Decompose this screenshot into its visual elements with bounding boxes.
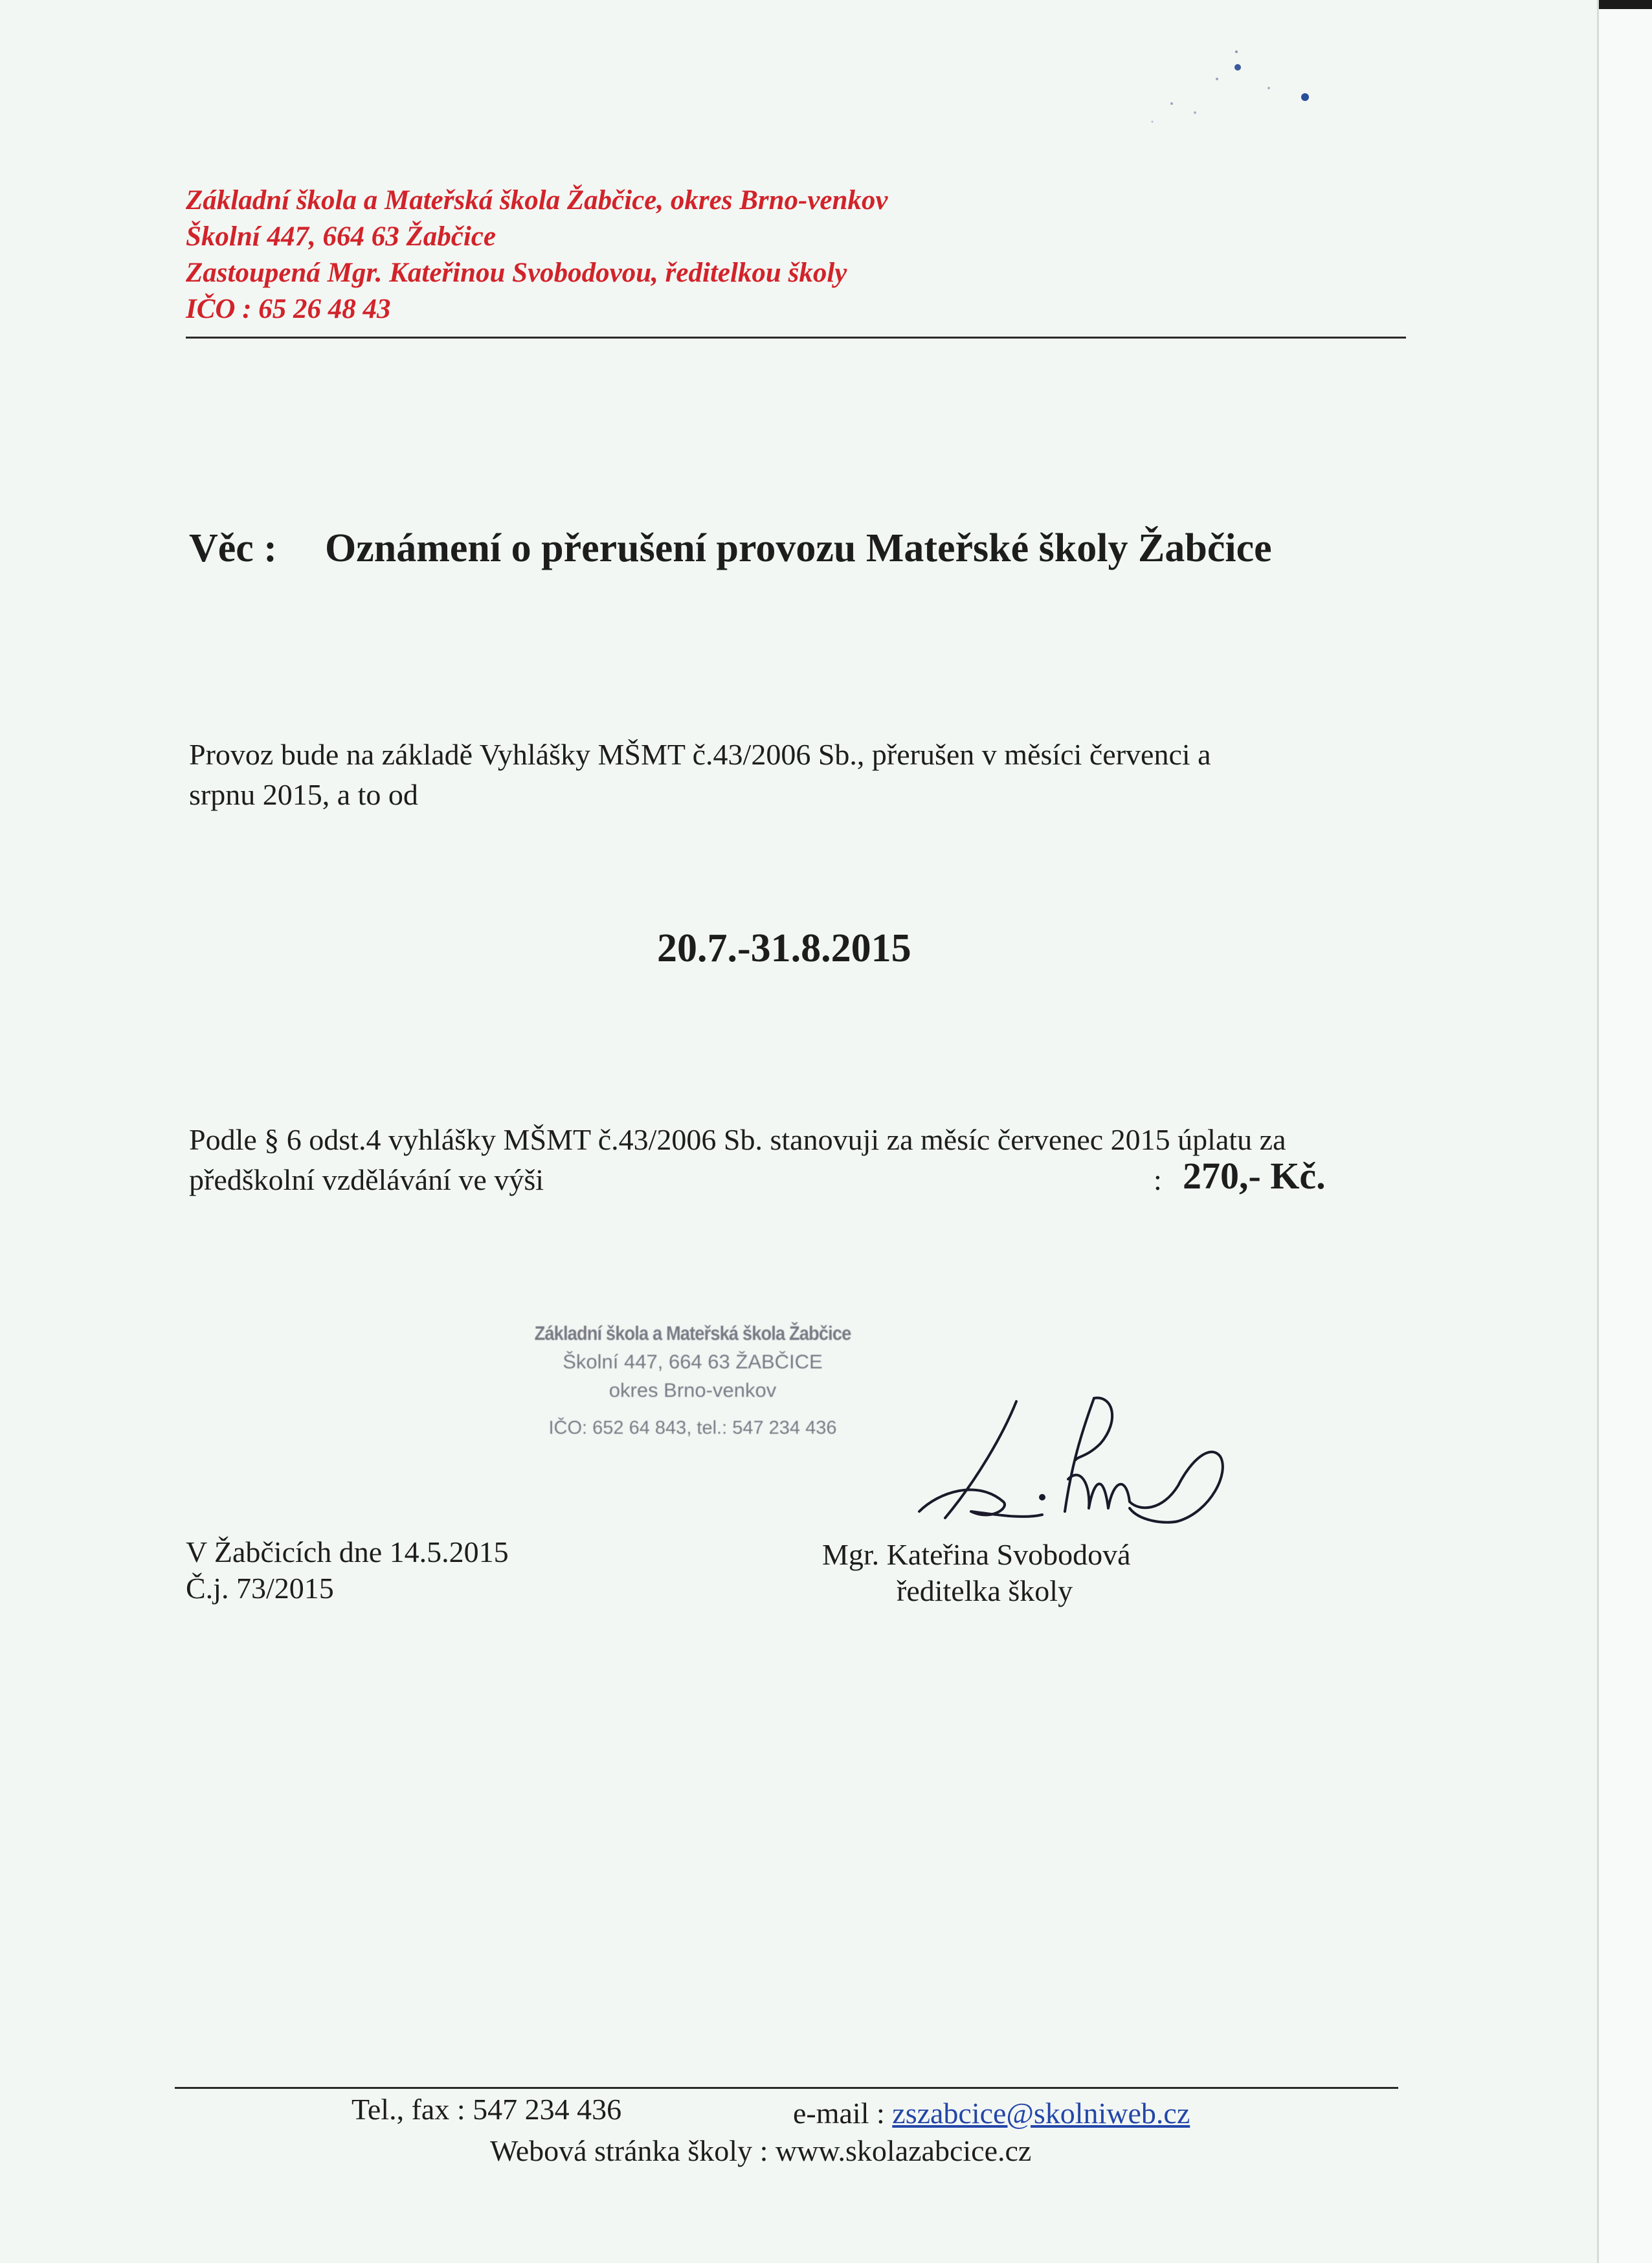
letterhead-divider bbox=[186, 337, 1406, 339]
signatory-role: ředitelka školy bbox=[897, 1574, 1073, 1607]
footer-divider bbox=[175, 2087, 1398, 2089]
letterhead-address: Školní 447, 664 63 Žabčice bbox=[186, 221, 496, 252]
footer-email bbox=[793, 2096, 1190, 2130]
letterhead bbox=[186, 183, 1403, 328]
stamp-line-4: IČO: 652 64 843, tel.: 547 234 436 bbox=[548, 1418, 837, 1438]
fee-row bbox=[189, 1155, 1328, 1200]
stamp-line-3: okres Brno-venkov bbox=[608, 1379, 777, 1401]
signatory-name: Mgr. Kateřina Svobodová bbox=[822, 1538, 1131, 1571]
scan-corner-shadow bbox=[1599, 0, 1652, 9]
letterhead-school-name: Základní škola a Mateřská škola Žabčice, okres Brno-venkov bbox=[186, 185, 888, 216]
letterhead-ico: IČO : 65 26 48 43 bbox=[186, 294, 391, 324]
handwritten-signature bbox=[906, 1382, 1256, 1537]
subject-line bbox=[189, 526, 1272, 572]
footer-email-link[interactable]: zszabcice@skolniweb.cz bbox=[892, 2097, 1190, 2130]
reference-number: Č.j. 73/2015 bbox=[186, 1572, 334, 1605]
scan-page-edge bbox=[1597, 0, 1652, 2263]
stamp-line-1: Základní škola a Mateřská škola Žabčice bbox=[534, 1322, 851, 1344]
stamp-line-2: Školní 447, 664 63 ŽABČICE bbox=[563, 1350, 823, 1373]
paragraph-closure-notice bbox=[189, 735, 1211, 815]
place-date-line: V Žabčicích dne 14.5.2015 bbox=[186, 1535, 509, 1568]
letterhead-representative: Zastoupená Mgr. Kateřinou Svobodovou, ředitelkou školy bbox=[186, 258, 847, 288]
place-and-date bbox=[186, 1534, 509, 1607]
subject-label: Věc : bbox=[189, 526, 277, 570]
fee-colon: : bbox=[1154, 1163, 1162, 1196]
footer-website: Webová stránka školy : www.skolazabcice.cz bbox=[490, 2134, 1032, 2167]
closure-date-range: 20.7.-31.8.2015 bbox=[657, 926, 911, 970]
school-stamp bbox=[498, 1319, 887, 1442]
fee-amount: 270,- Kč. bbox=[1183, 1155, 1326, 1197]
paragraph-fee-line-2: předškolní vzdělávání ve výši bbox=[189, 1163, 544, 1196]
footer-phone: Tel., fax : 547 234 436 bbox=[352, 2093, 622, 2126]
signatory bbox=[822, 1537, 1131, 1609]
paragraph-1-line-2: srpnu 2015, a to od bbox=[189, 778, 418, 811]
subject-text: Oznámení o přerušení provozu Mateřské školy Žabčice bbox=[325, 526, 1272, 570]
paragraph-fee-line-1: Podle § 6 odst.4 vyhlášky MŠMT č.43/2006 Sb. stanovuji za měsíc červenec 2015 úplatu za bbox=[189, 1123, 1286, 1156]
paragraph-1-line-1: Provoz bude na základě Vyhlášky MŠMT č.43/2006 Sb., přerušen v měsíci červenci a bbox=[189, 738, 1211, 771]
footer-email-label: e-mail : bbox=[793, 2097, 885, 2130]
scan-specks bbox=[1075, 26, 1334, 129]
